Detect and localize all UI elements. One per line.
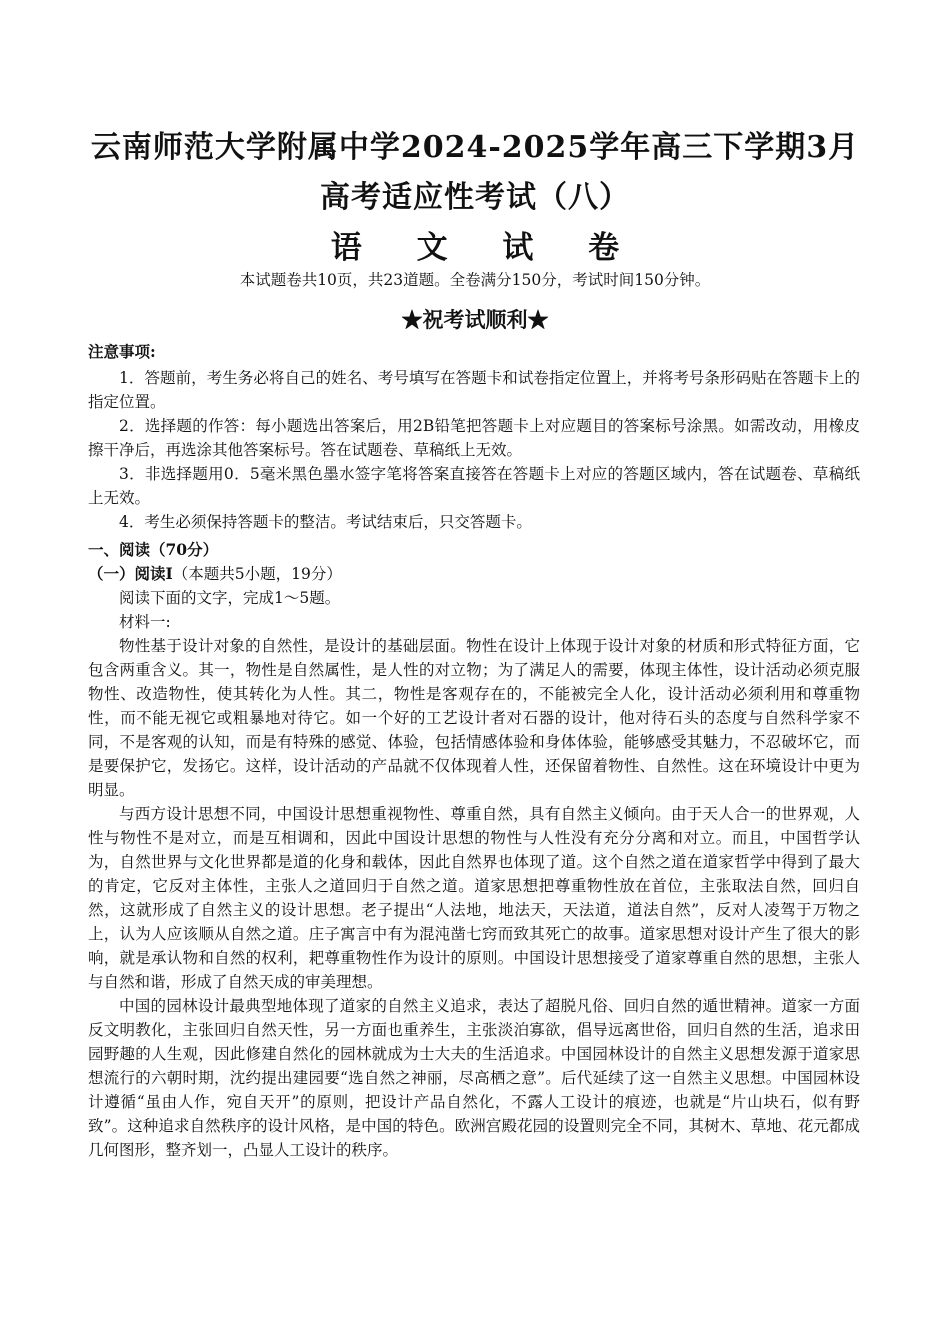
exam-title-line2: 高考适应性考试（八）: [320, 180, 630, 215]
exam-info: 本试题卷共10页，共23道题。全卷满分150分，考试时间150分钟。: [239, 271, 711, 289]
notice-item: 4．考生必须保持答题卡的整洁。考试结束后，只交答题卡。: [119, 513, 532, 531]
instruction: 阅读下面的文字，完成1～5题。: [119, 589, 341, 607]
sub-heading: [88, 562, 860, 586]
notice-heading: 注意事项:: [88, 342, 156, 361]
good-luck-banner: ★祝考试顺利★: [401, 307, 549, 332]
material-paragraph: 中国的园林设计最典型地体现了道家的自然主义追求，表达了超脱凡俗、回归自然的遁世精神。道家一方面反文明教化，主张回归自然天性，另一方面也重养生，主张淡泊寡欲，倡导远离世俗，回归自然的生活，追求田园野趣的人生观，因此修建自然化的园林就成为士大夫的生活追求。中国园林设计的自然主义思想发源于道家思想流行的六朝时期，沈约提出建园要“选自然之神丽，尽高栖之意”。后代延续了这一自然主义思想。中国园林设计遵循“虽由人作，宛自天开”的原则，把设计产品自然化，不露人工设计的痕迹，也就是“片山块石，似有野致”。这种追求自然秩序的设计风格，是中国的特色。欧洲宫殿花园的设置则完全不同，其树木、草地、花元都成几何图形，整齐划一，凸显人工设计的秩序。: [88, 997, 860, 1159]
notice-item: 2．选择题的作答：每小题选出答案后，用2B铅笔把答题卡上对应题目的答案标号涂黑。如需改动，用橡皮擦干净后，再选涂其他答案标号。答在试题卷、草稿纸上无效。: [88, 417, 860, 459]
notice-list: [88, 366, 860, 534]
sub-heading-note: （本题共5小题，19分）: [172, 565, 342, 583]
notice-item: 3．非选择题用0．5毫米黑色墨水签字笔将答案直接答在答题卡上对应的答题区域内，答在试题卷、草稿纸上无效。: [88, 465, 860, 507]
notice-item: 1．答题前，考生务必将自己的姓名、考号填写在答题卡和试卷指定位置上，并将考号条形码贴在答题卡上的指定位置。: [88, 369, 860, 411]
reading-section: [88, 538, 860, 634]
part-heading: 一、阅读（70分）: [88, 540, 219, 559]
material-label: 材料一:: [119, 613, 171, 631]
subject-title: 语 文 试 卷: [330, 230, 642, 266]
material-paragraph: 物性基于设计对象的自然性，是设计的基础层面。物性在设计上体现于设计对象的材质和形式特征方面，它包含两重含义。其一，物性是自然属性，是人性的对立物；为了满足人的需要，体现主体性，设计活动必须克服物性、改造物性，使其转化为人性。其二，物性是客观存在的，不能被完全人化，设计活动必须利用和尊重物性，而不能无视它或粗暴地对待它。如一个好的工艺设计者对石器的设计，他对待石头的态度与自然科学家不同，不是客观的认知，而是有特殊的感觉、体验，包括情感体验和身体体验，能够感受其魅力，不忍破坏它，而是要保护它，发扬它。这样，设计活动的产品就不仅体现着人性，还保留着物性、自然性。这在环境设计中更为明显。: [88, 637, 860, 799]
sub-heading-title: （一）阅读Ⅰ: [88, 564, 173, 583]
material-paragraph: 与西方设计思想不同，中国设计思想重视物性、尊重自然，具有自然主义倾向。由于天人合一的世界观，人性与物性不是对立，而是互相调和，因此中国设计思想的物性与人性没有充分分离和对立。而且，中国哲学认为，自然世界与文化世界都是道的化身和载体，因此自然界也体现了道。这个自然之道在道家哲学中得到了最大的肯定，它反对主体性，主张人之道回归于自然之道。道家思想把尊重物性放在首位，主张取法自然，回归自然，这就形成了自然主义的设计思想。老子提出“人法地，地法天，天法道，道法自然”，反对人凌驾于万物之上，认为人应该顺从自然之道。庄子寓言中有为混沌凿七窍而致其死亡的故事。道家思想对设计产生了很大的影响，就是承认物和自然的权利，耙尊重物性作为设计的原则。中国设计思想接受了道家尊重自然的思想，主张人与自然和谐，形成了自然天成的审美理想。: [88, 805, 860, 991]
exam-title-line1: 云南师范大学附属中学2024-2025学年高三下学期3月: [90, 130, 860, 165]
material-text: [88, 634, 860, 1162]
